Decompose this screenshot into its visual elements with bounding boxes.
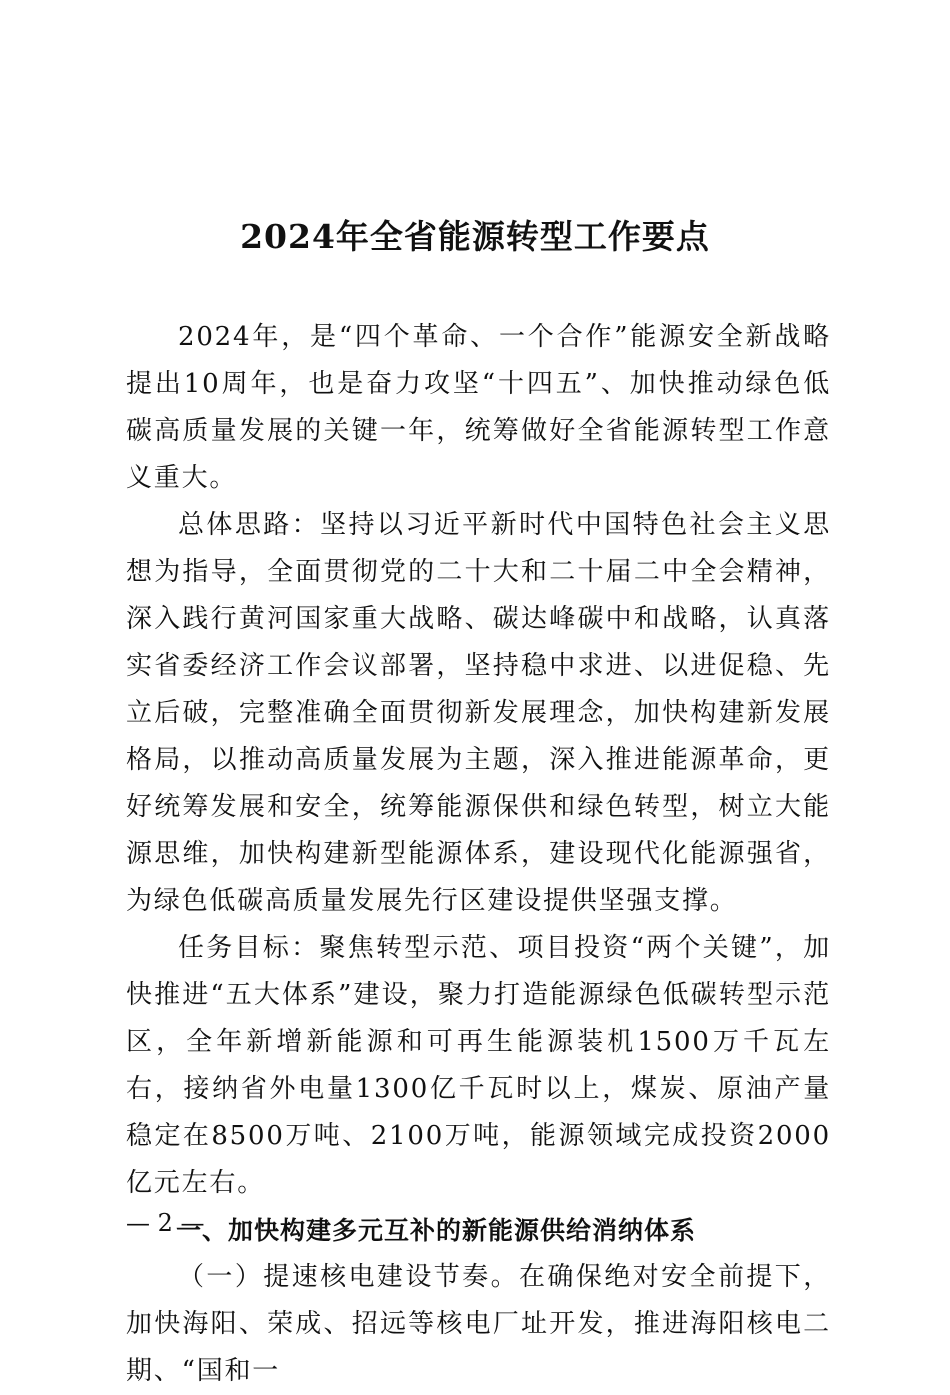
section-paragraph: （一）提速核电建设节奏。在确保绝对安全前提下，加快海阳、荣成、招远等核电厂址开发，推进海阳核电二期、“国和一 bbox=[126, 1262, 831, 1386]
document-body bbox=[126, 314, 831, 1395]
task-goals-paragraph: 任务目标：聚焦转型示范、项目投资“两个关键”，加快推进“五大体系”建设，聚力打造能源绿色低碳转型示范区，全年新增新能源和可再生能源装机1500万千瓦左右，接纳省外电量1300亿千瓦时以上，煤炭、原油产量稳定在8500万吨、2100万吨，能源领域完成投资2000亿元左右。 bbox=[126, 933, 831, 1198]
document-title: 2024年全省能源转型工作要点 bbox=[240, 217, 710, 256]
page-number: — 2 — bbox=[126, 1209, 205, 1237]
overall-approach-paragraph: 总体思路：坚持以习近平新时代中国特色社会主义思想为指导，全面贯彻党的二十大和二十届二中全会精神，深入践行黄河国家重大战略、碳达峰碳中和战略，认真落实省委经济工作会议部署，坚持稳中求进、以进促稳、先立后破，完整准确全面贯彻新发展理念，加快构建新发展格局，以推动高质量发展为主题，深入推进能源革命，更好统筹发展和安全，统筹能源保供和绿色转型，树立大能源思维，加快构建新型能源体系，建设现代化能源强省，为绿色低碳高质量发展先行区建设提供坚强支撑。 bbox=[126, 510, 831, 916]
intro-paragraph: 2024年，是“四个革命、一个合作”能源安全新战略提出10周年，也是奋力攻坚“十四五”、加快推动绿色低碳高质量发展的关键一年，统筹做好全省能源转型工作意义重大。 bbox=[126, 322, 831, 493]
section-heading: 一、加快构建多元互补的新能源供给消纳体系 bbox=[176, 1216, 697, 1245]
